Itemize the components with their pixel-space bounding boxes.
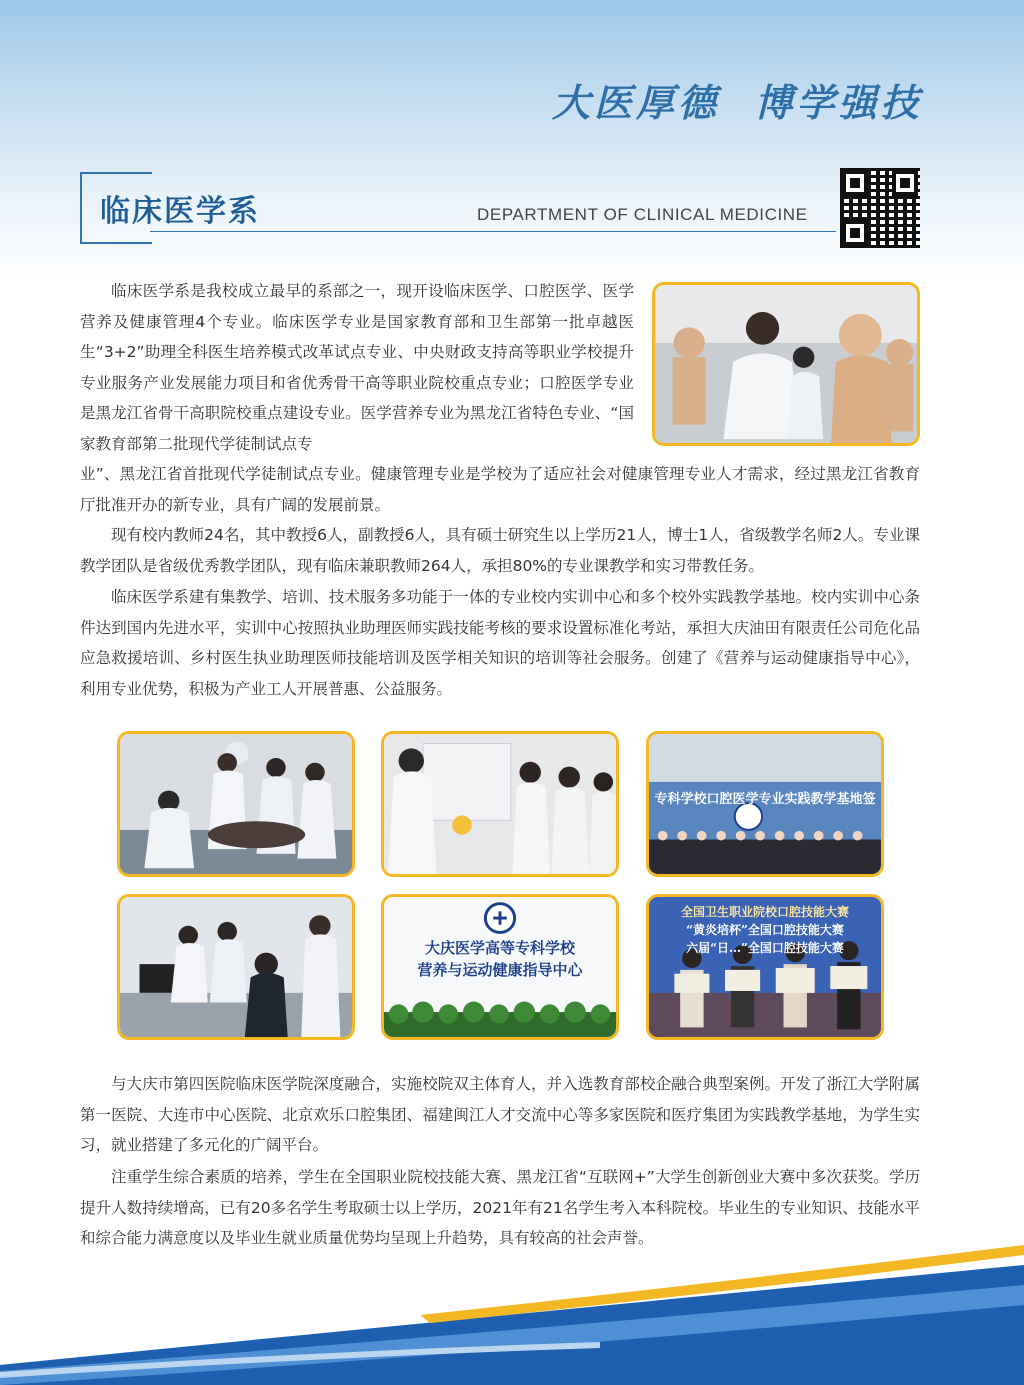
qr-code-icon (840, 168, 920, 248)
paragraph-hospital-cooperation: 与大庆市第四医院临床医学院深度融合，实施校院双主体育人，并入选教育部校企融合典型案例。开发了浙江大学附属第一医院、大连市中心医院、北京欢乐口腔集团、福建闽江人才交流中心等多家医院和医疗集团为实践教学基地，为学生实习，就业搭建了多元化的广阔平台。 (80, 1075, 920, 1154)
paragraph-intro-part (80, 276, 634, 459)
paragraph-faculty: 现有校内教师24名，其中教授6人，副教授6人，具有硕士研究生以上学历21人，博士1人，省级教学名师2人。专业课教学团队是省级优秀教学团队，现有临床兼职教师264人，承担80%的专业课教学和实习带教任务。 (80, 526, 920, 575)
slogan: 大医厚德 博学强技 (552, 80, 923, 125)
photo-health-center-sign (381, 894, 619, 1040)
photo-nutrition-class (381, 731, 619, 877)
photo-practice-base-signing (646, 731, 884, 877)
sign-text-line2: 营养与运动健康指导中心 (417, 961, 583, 979)
award-banner-line1: 全国卫生职业院校口腔技能大赛 (680, 905, 849, 919)
header-divider (150, 231, 836, 232)
photo-skills-competition-award (646, 894, 884, 1040)
paragraph-training-center: 临床医学系建有集教学、培训、技术服务多功能于一体的专业校内实训中心和多个校外实践教学基地。校内实训中心条件达到国内先进水平，实训中心按照执业助理医师实践技能考核的要求设置标准化考站，承担大庆油田有限责任公司危化品应急救援培训、乡村医生执业助理医师技能培训及医学相关知识的培训等社会服务。创建了《营养与运动健康指导中心》，利用专业优势，积极为产业工人开展普惠、公益服务。 (80, 588, 920, 698)
photo-clinical-training (652, 282, 920, 446)
page-title: 临床医学系 (100, 194, 260, 229)
page-subtitle-en: DEPARTMENT OF CLINICAL MEDICINE (477, 205, 808, 224)
photo-dental-practice (117, 731, 355, 877)
award-banner-line2: “黄炎培杯”全国口腔技能大赛 (686, 923, 844, 937)
sign-text-line1: 大庆医学高等专科学校 (424, 939, 575, 957)
award-banner-line3: 六届“日…”全国口腔技能大赛 (686, 941, 844, 955)
photo-clinic-consultation (117, 894, 355, 1040)
paragraph-intro-text: 临床医学系是我校成立最早的系部之一，现开设临床医学、口腔医学、医学营养及健康管理4个专业。临床医学专业是国家教育部和卫生部第一批卓越医生“3+2”助理全科医生培养模式改革试点专业、中央财政支持高等职业学校提升专业服务产业发展能力项目和省优秀骨干高等职业院校重点专业；口腔医学专业是黑龙江省骨干高职院校重点建设专业。医学营养专业为黑龙江省特色专业、“国家教育部第二批现代学徒制试点专 (80, 282, 634, 453)
bottom-wave-decoration (0, 1245, 1024, 1385)
paragraph-intro-continued (80, 459, 920, 520)
paragraph-intro-tail: 业”、黑龙江省首批现代学徒制试点专业。健康管理专业是学校为了适应社会对健康管理专业人才需求，经过黑龙江省教育厅批准开办的新专业，具有广阔的发展前景。 (80, 465, 920, 514)
banner-text: 专科学校口腔医学专业实践教学基地签 (654, 792, 876, 807)
paragraph-student-achievements: 注重学生综合素质的培养，学生在全国职业院校技能大赛、黑龙江省“互联网+”大学生创新创业大赛中多次获奖。学历提升人数持续增高，已有20多名学生考取硕士以上学历，2021年有21名学生考入本科院校。毕业生的专业知识、技能水平和综合能力满意度以及毕业生就业质量优势均呈现上升趋势，具有较高的社会声誉。 (80, 1168, 920, 1247)
